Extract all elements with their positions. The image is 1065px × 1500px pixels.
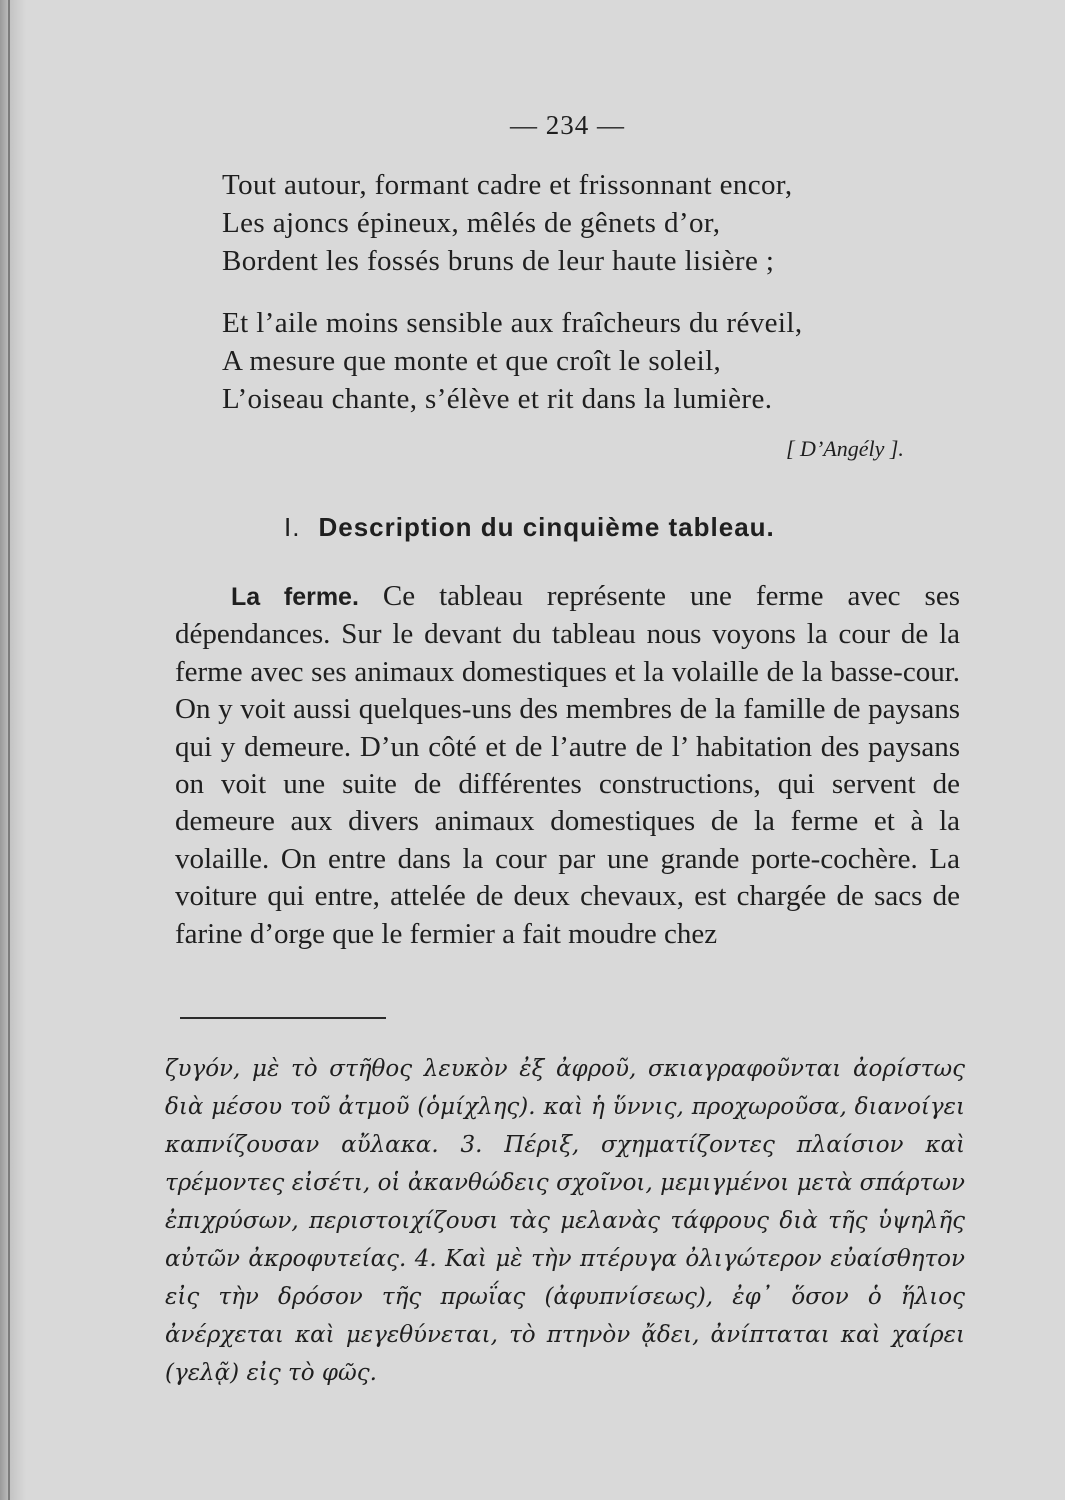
paragraph-text: Ce tableau représente une ferme avec ses dépendances. Sur le devant du tableau nous voyons la cour de la ferme avec ses animaux domestiques et la volaille de la basse-cour. On y voit aussi quelques-uns des membres de la famille de paysans qui y demeure. D’un côté et de l’autre de l’ habitation des paysans on voit une suite de différentes constructions, qui servent de demeure aux divers animaux domestiques de la ferme et à la volaille. On entre dans la cour par une grande porte-cochère. La voiture qui entre, attelée de deux chevaux, est chargée de sacs de farine d’orge que le fermier a fait moudre chez xyxy=(175,580,960,950)
poem-line: A mesure que monte et que croît le soleil, xyxy=(222,345,722,377)
section-heading xyxy=(284,512,924,543)
section-number: I. xyxy=(284,512,301,542)
poem-line: Bordent les fossés bruns de leur haute lisière ; xyxy=(222,245,775,277)
page-number: — 234 — xyxy=(510,110,625,140)
paragraph-lead: La ferme. xyxy=(231,583,359,611)
footnote-divider xyxy=(180,1017,386,1019)
poem-stanzas xyxy=(222,166,942,418)
poem-line: L’oiseau chante, s’élève et rit dans la lumière. xyxy=(222,383,773,415)
poem-line: Les ajoncs épineux, mêlés de gênets d’or, xyxy=(222,207,721,239)
binding-edge-line xyxy=(8,0,10,1500)
body-paragraph xyxy=(175,578,960,953)
poem-attribution: [ D’Angély ]. xyxy=(786,436,904,461)
poem-line: Tout autour, formant cadre et frissonnant encor, xyxy=(222,169,793,201)
greek-footnote: ζυγόν, μὲ τὸ στῆθος λευκὸν ἐξ ἀφροῦ, σκιαγραφοῦνται ἀορίστως διὰ μέσου τοῦ ἀτμοῦ (ὁμίχλης). καὶ ἡ ὕννις, προχωροῦσα, διανοίγει καπνίζουσαν αὔλακα. 3. Πέριξ, σχηματίζοντες πλαίσιον καὶ τρέμοντες εἰσέτι, οἱ ἀκανθώδεις σχοῖνοι, μεμιγμένοι μετὰ σπάρτων ἐπιχρύσων, περιστοιχίζουσι τὰς μελανὰς τάφρους διὰ τῆς ὑψηλῆς αὐτῶν ἀκροφυτείας. 4. Καὶ μὲ τὴν πτέρυγα ὀλιγώτερον εὐαίσθητον εἰς τὴν δρόσον τῆς πρωΐας (ἀφυπνίσεως), ἐφ᾽ ὅσον ὁ ἥλιος ἀνέρχεται καὶ μεγεθύνεται, τὸ πτηνὸν ᾄδει, ἀνίπταται καὶ χαίρει (γελᾷ) εἰς τὸ φῶς. xyxy=(165,1056,965,1386)
binding-gutter xyxy=(0,0,26,1500)
stanza-gap xyxy=(222,280,942,304)
poem-line: Et l’aile moins sensible aux fraîcheurs du réveil, xyxy=(222,307,803,339)
section-title: Description du cinquième tableau. xyxy=(318,512,775,542)
